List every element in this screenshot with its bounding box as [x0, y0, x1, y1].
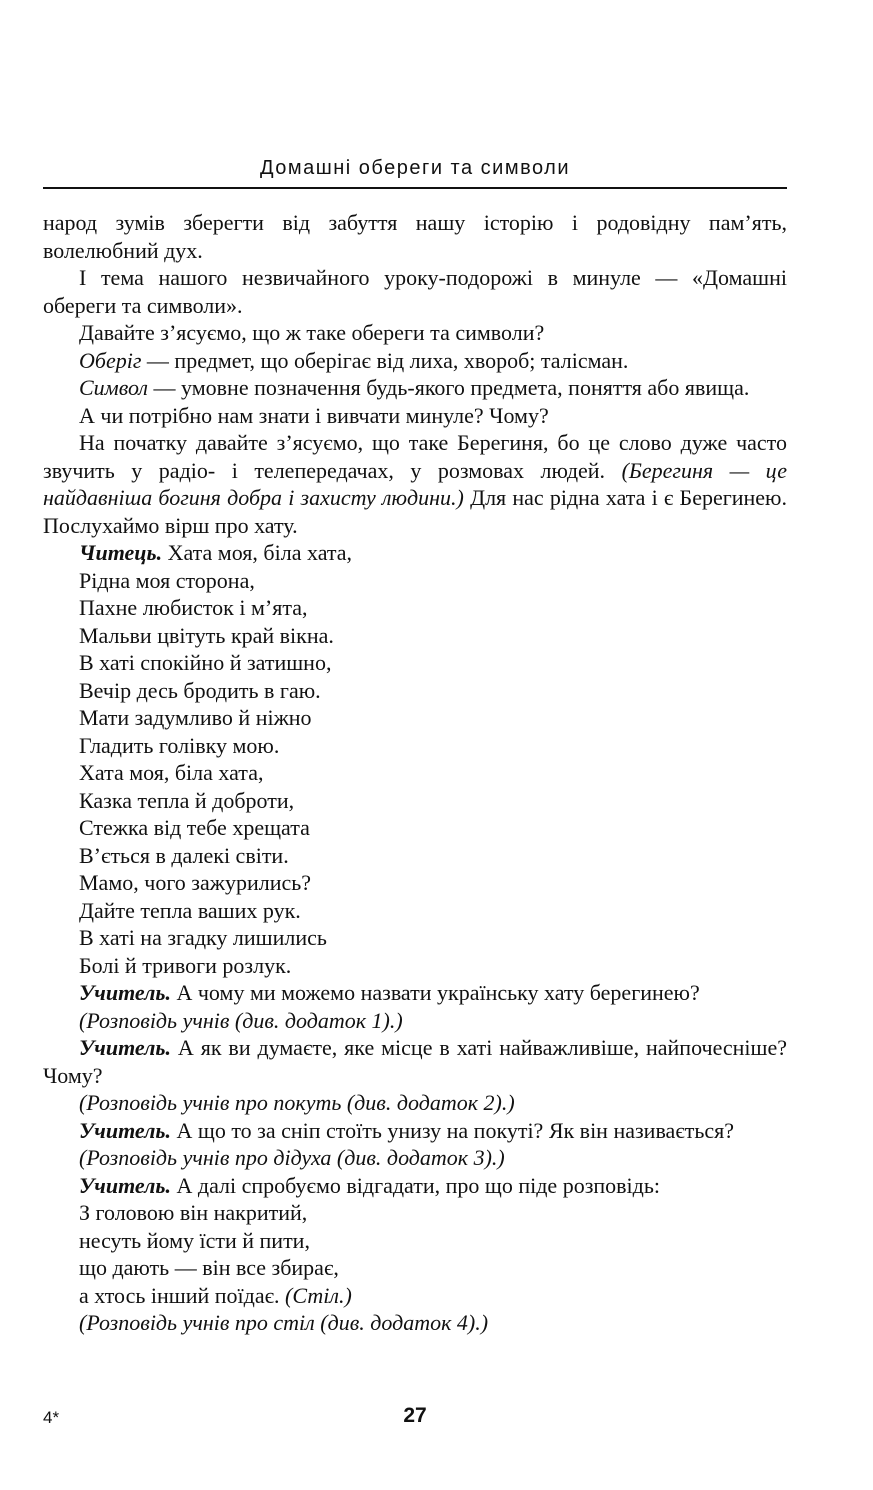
header-rule [43, 187, 787, 189]
paragraph-continuation: народ зумів зберегти від забуття нашу історію і родовідну пам’ять, волелюбний дух. [43, 210, 787, 263]
teacher-question-4: Учитель. А далі спробуємо відгадати, про що піде розповідь: [79, 1172, 660, 1198]
student-answer-2: (Розповідь учнів про покуть (див. додаток 2).) [79, 1090, 515, 1115]
poem-line: Гладить голівку мою. [79, 732, 280, 758]
poem-line: Хата моя, біла хата, [79, 760, 264, 785]
riddle-line: З головою він накритий, [79, 1200, 308, 1225]
paragraph-berehynia [43, 429, 787, 539]
teacher-question-2: Учитель. А як ви думаєте, яке місце в хаті найважливіше, найпочесніше? Чому? [43, 1035, 787, 1088]
page-number: 27 [403, 1404, 427, 1427]
riddle [43, 1199, 787, 1309]
definition-oberih [43, 347, 787, 375]
speaker-teacher: Учитель. [79, 1117, 171, 1143]
poem [43, 539, 787, 979]
riddle-line: а хтось інший поїдає. (Стіл.) [79, 1282, 352, 1308]
poem-line: В’ється в далекі світи. [79, 842, 289, 868]
definition-oberih-text: — предмет, що оберігає від лиха, хвороб; талісман. [141, 347, 629, 373]
definition-symbol [43, 374, 787, 402]
definition-symbol-text: — умовне позначення будь-якого предмета, поняття або явища. [148, 375, 750, 400]
riddle-line: що дають — він все збирає, [79, 1255, 339, 1280]
berehynia-note: (Берегиня — це найдавніша богиня добра і захисту людини.) [43, 457, 787, 510]
poem-line: В хаті спокійно й затишно, [79, 650, 332, 675]
speaker-teacher: Учитель. [79, 1172, 171, 1198]
poem-line: Пахне любисток і м’ята, [79, 595, 308, 620]
student-answer-4: (Розповідь учнів про стіл (див. додаток 4).) [79, 1310, 489, 1335]
running-header: Домашні обереги та символи [259, 157, 571, 179]
poem-line: Болі й тривоги розлук. [79, 952, 292, 978]
signature-mark: 4* [43, 1408, 60, 1427]
poem-line: Дайте тепла ваших рук. [79, 897, 301, 923]
student-answer-3: (Розповідь учнів про дідуха (див. додаток 3).) [79, 1145, 505, 1170]
poem-line: Казка тепла й доброти, [79, 787, 295, 813]
poem-line: Мати задумливо й ніжно [79, 705, 312, 730]
berehynia-text-b: Для нас рідна хата і є Берегинею. Послухаймо вірш про хату. [43, 485, 787, 538]
riddle-answer: (Стіл.) [285, 1282, 352, 1308]
teacher-question-3: Учитель. А що то за сніп стоїть унизу на покуті? Як він називається? [79, 1117, 735, 1143]
paragraph-past: А чи потрібно нам знати і вивчати минуле? Чому? [79, 402, 549, 428]
speaker-teacher: Учитель. [79, 1035, 171, 1060]
teacher-question-1: Учитель. А чому ми можемо назвати українську хату берегинею? [79, 980, 700, 1005]
poem-line: Стежка від тебе хрещата [79, 815, 310, 840]
page-body [43, 209, 787, 1337]
berehynia-text-a: На початку давайте з’ясуємо, що таке Берегиня, бо це слово дуже часто звучить у радіо- і телепередачах, у розмовах людей. [43, 430, 787, 483]
poem-line: Читець. Хата моя, біла хата, [79, 540, 353, 565]
paragraph-lesson-topic: І тема нашого незвичайного уроку-подорожі в минуле — «Домашні обереги та символи». [43, 265, 787, 318]
poem-line: Мамо, чого зажурились? [79, 870, 312, 895]
speaker-reader: Читець. [79, 540, 163, 565]
poem-line: Мальви цвітуть край вікна. [79, 622, 334, 648]
student-answer-1: (Розповідь учнів (див. додаток 1).) [79, 1007, 403, 1033]
poem-line: Рідна моя сторона, [79, 567, 255, 593]
term-symbol: Символ [79, 375, 149, 400]
speaker-teacher: Учитель. [79, 980, 171, 1005]
paragraph-question: Давайте з’ясуємо, що ж таке обереги та символи? [79, 320, 545, 345]
poem-line: В хаті на згадку лишились [79, 925, 327, 950]
poem-line: Вечір десь бродить в гаю. [79, 677, 321, 703]
term-oberih: Оберіг [79, 347, 142, 373]
riddle-line: несуть йому їсти й пити, [79, 1227, 310, 1253]
